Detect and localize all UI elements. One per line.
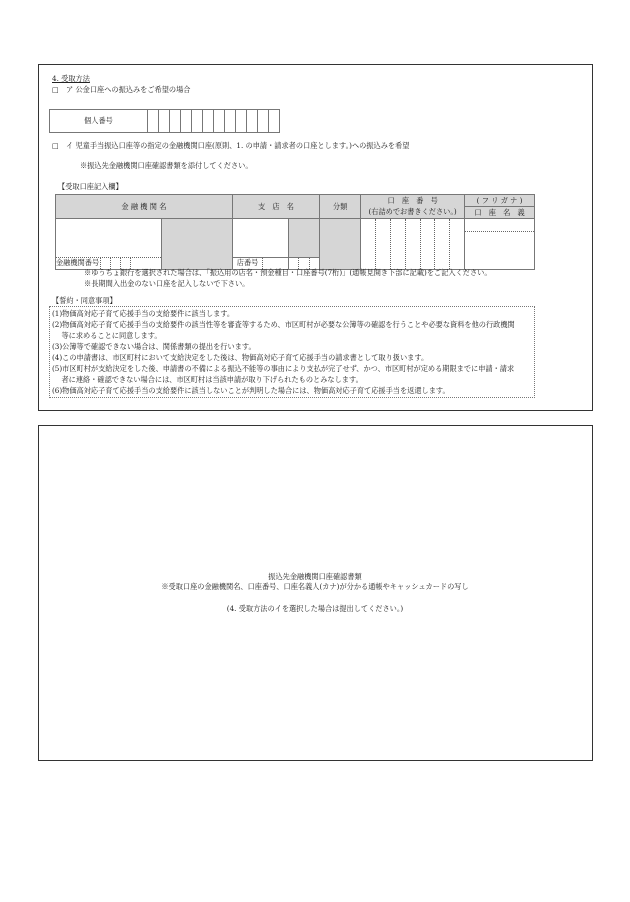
attachment-area	[38, 425, 593, 761]
dormant-note: ※長期間入出金のない口座を記入しないで下さい。	[84, 279, 250, 288]
branch-name-input[interactable]	[232, 219, 288, 270]
agreement-box	[49, 306, 535, 398]
agreement-item: (6)物価高対応子育て応援手当の支給要件に該当しないことが判明した場合には、物価高対応子育て応援手当を返還します。	[52, 386, 450, 395]
mynumber-field[interactable]	[49, 109, 280, 133]
agreement-item: (2)物価高対応子育て応援手当の支給要件の該当性等を審査等するため、市区町村が必要な公簿等の確認を行うことや必要な資料を他の行政機関	[52, 320, 515, 329]
category-input[interactable]	[320, 219, 361, 270]
attachment-desc: ※受取口座の金融機関名、口座番号、口座名義人(カナ)が分かる通帳やキャッシュカードの写し	[161, 582, 469, 591]
yucho-note: ※ゆうちょ銀行を選択された場合は、「振込用の店名・預金種目・口座番号(7桁)」(通帳見開き下部に記載)をご記入ください。	[84, 268, 492, 277]
category-header: 分類	[320, 195, 361, 219]
holder-input[interactable]	[465, 219, 535, 270]
branch-code-label: 店番号	[233, 258, 264, 269]
agreement-item: (1)物価高対応子育て応援手当の支給要件に該当します。	[52, 309, 235, 318]
account-no-header: 口 座 番 号	[361, 195, 465, 207]
attachment-title: 振込先金融機関口座確認書類	[268, 572, 362, 581]
account-title: 【受取口座記入欄】	[58, 182, 123, 191]
agreement-item: (3)公簿等で確認できない場合は、関係書類の提出を行います。	[52, 342, 256, 351]
attach-note: ※振込先金融機関口座確認書類を添付してください。	[80, 161, 253, 170]
bank-name-header: 金 融 機 関 名	[56, 195, 233, 219]
bank-name-input[interactable]	[56, 219, 162, 270]
agreement-item: 等に求めることに同意します。	[52, 331, 162, 340]
mynumber-label: 個人番号	[50, 110, 148, 133]
attachment-note: (4. 受取方法のイを選択した場合は提出してください。)	[226, 604, 404, 613]
agreement-item: 者に連絡・確認できない場合には、市区町村は当該申請が取り下げられたものとみなします。	[52, 375, 363, 384]
option-a-checkbox[interactable]: □ ア 公金口座への振込みをご希望の場合	[52, 85, 191, 94]
bank-code-label: 金融機関番号	[56, 258, 100, 267]
holder-header: 口 座 名 義	[465, 207, 535, 219]
account-table	[55, 194, 535, 270]
furigana-header: ( フ リ ガ ナ )	[465, 195, 535, 207]
option-b-checkbox[interactable]: □ イ 児童手当振込口座等の指定の金融機関口座(原則、1. の申請・請求者の口座とします。)への振込みを希望	[52, 141, 410, 150]
account-no-input[interactable]	[361, 219, 465, 270]
section-title: 4. 受取方法	[52, 74, 90, 83]
agreement-item: (5)市区町村が支給決定をした後、申請書の不備による振込不能等の事由により支払が完了せず、かつ、市区町村が定める期限までに申請・請求	[52, 364, 515, 373]
agreement-item: (4)この申請書は、市区町村において支給決定をした後は、物価高対応子育て応援手当の請求書として取り扱います。	[52, 353, 429, 362]
account-no-note: (右詰めでお書きください。)	[361, 207, 465, 219]
branch-name-header: 支 店 名	[232, 195, 319, 219]
agreement-title: 【誓約・同意事項】	[52, 296, 117, 305]
